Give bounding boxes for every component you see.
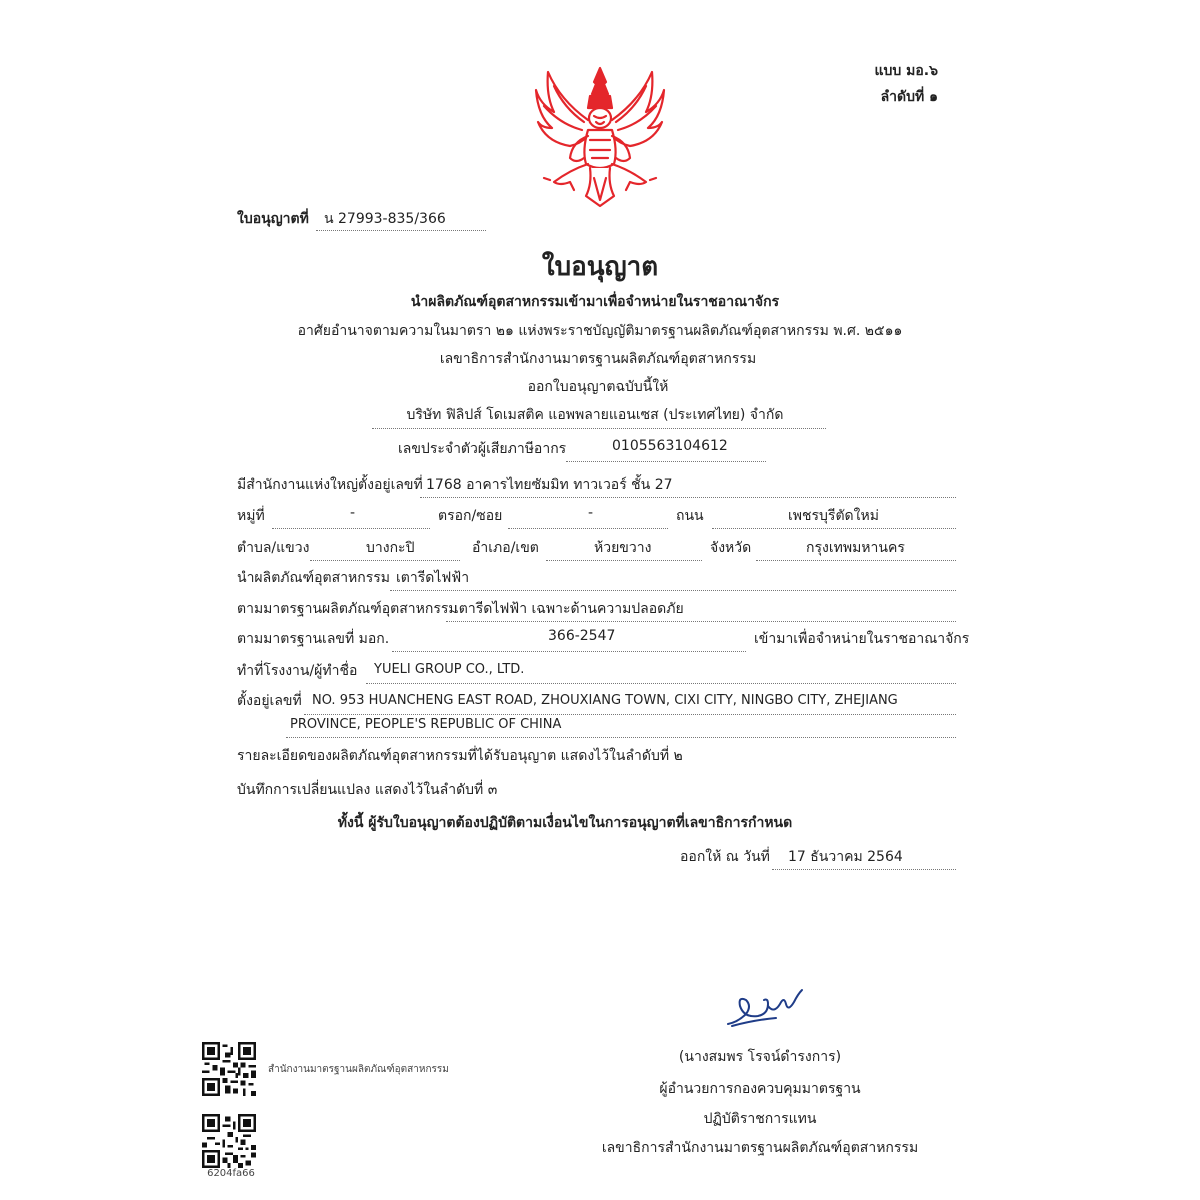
province-label: จังหวัด [710,540,752,556]
address-label: ตั้งอยู่เลขที่ [237,693,302,709]
authority-line: อาศัยอำนาจตามความในมาตรา ๒๑ แห่งพระราชบัญญัติมาตรฐานผลิตภัณฑ์อุตสาหกรรม พ.ศ. ๒๕๑๑ [297,323,903,339]
document-title: ใบอนุญาต [541,252,659,282]
sequence-number: ลำดับที่ ๑ [880,89,938,105]
amphoe-value: ห้วยขวาง [594,540,652,556]
qr-code-id: 6204fa66 [207,1168,255,1179]
condition-line: ทั้งนี้ ผู้รับใบอนุญาตต้องปฏิบัติตามเงื่อนไขในการอนุญาตที่เลขาธิการกำหนด [337,815,793,831]
signer-name: (นางสมพร โรจน์ดำรงการ) [678,1049,842,1065]
issued-date-value: 17 ธันวาคม 2564 [788,849,903,865]
product-value: เตารีดไฟฟ้า [396,570,470,586]
signature-image [724,984,808,1030]
qr-code-icon [202,1042,256,1096]
issuer-line: เลขาธิการสำนักงานมาตรฐานผลิตภัณฑ์อุตสาหกรรม [439,351,757,367]
license-number-label: ใบอนุญาตที่ [237,211,309,227]
form-code: แบบ มอ.๖ [874,63,938,79]
soi-value: - [588,505,594,521]
province-value: กรุงเทพมหานคร [806,540,905,556]
address-line-2: PROVINCE, PEOPLE'S REPUBLIC OF CHINA [290,717,562,732]
hq-label: มีสำนักงานแห่งใหญ่ตั้งอยู่เลขที่ [237,477,423,493]
signer-title-1: ผู้อำนวยการกองควบคุมมาตรฐาน [659,1081,861,1097]
amphoe-label: อำเภอ/เขต [472,540,539,556]
standard-label: ตามมาตรฐานผลิตภัณฑ์อุตสาหกรรม [237,601,458,617]
hq-value: 1768 อาคารไทยซัมมิท ทาวเวอร์ ชั้น 27 [426,477,673,493]
garuda-emblem-icon [530,60,670,212]
issued-date-label: ออกให้ ณ วันที่ [680,849,770,865]
standard-number-value: 366-2547 [548,628,616,644]
license-number-value: น 27993-835/366 [324,211,446,227]
road-label: ถนน [676,508,704,524]
company-name: บริษัท ฟิลิปส์ โดเมสติค แอพพลายแอนเซส (ประเทศไทย) จำกัด [406,407,784,423]
qr-code-small-icon [202,1114,256,1168]
soi-label: ตรอก/ซอย [438,508,503,524]
moo-value: - [350,505,356,521]
standard-number-label: ตามมาตรฐานเลขที่ มอก. [237,631,390,647]
document-subtitle: นำผลิตภัณฑ์อุตสาหกรรมเข้ามาเพื่อจำหน่ายในราชอาณาจักร [410,294,780,310]
tax-id-value: 0105563104612 [612,438,728,454]
tax-id-label: เลขประจำตัวผู้เสียภาษีอากร [398,441,567,457]
tambon-value: บางกะปิ [366,540,415,556]
issue-line: ออกใบอนุญาตฉบับนี้ให้ [527,379,669,395]
signer-title-3: เลขาธิการสำนักงานมาตรฐานผลิตภัณฑ์อุตสาหกรรม [601,1140,919,1156]
tambon-label: ตำบล/แขวง [237,540,310,556]
detail-line: รายละเอียดของผลิตภัณฑ์อุตสาหกรรมที่ได้รับอนุญาต แสดงไว้ในลำดับที่ ๒ [237,748,683,764]
import-suffix: เข้ามาเพื่อจำหน่ายในราชอาณาจักร [754,631,970,647]
product-label: นำผลิตภัณฑ์อุตสาหกรรม [237,570,391,586]
maker-value: YUELI GROUP CO., LTD. [374,662,525,677]
qr-caption: สำนักงานมาตรฐานผลิตภัณฑ์อุตสาหกรรม [268,1064,449,1075]
road-value: เพชรบุรีตัดใหม่ [788,508,879,524]
signer-title-2: ปฏิบัติราชการแทน [703,1111,817,1127]
changes-line: บันทึกการเปลี่ยนแปลง แสดงไว้ในลำดับที่ ๓ [237,782,498,798]
maker-label: ทำที่โรงงาน/ผู้ทำชื่อ [237,663,358,679]
moo-label: หมู่ที่ [237,508,265,524]
standard-value: เตารีดไฟฟ้า เฉพาะด้านความปลอดภัย [454,601,684,617]
address-line-1: NO. 953 HUANCHENG EAST ROAD, ZHOUXIANG TOWN, CIXI CITY, NINGBO CITY, ZHEJIANG [312,693,898,708]
